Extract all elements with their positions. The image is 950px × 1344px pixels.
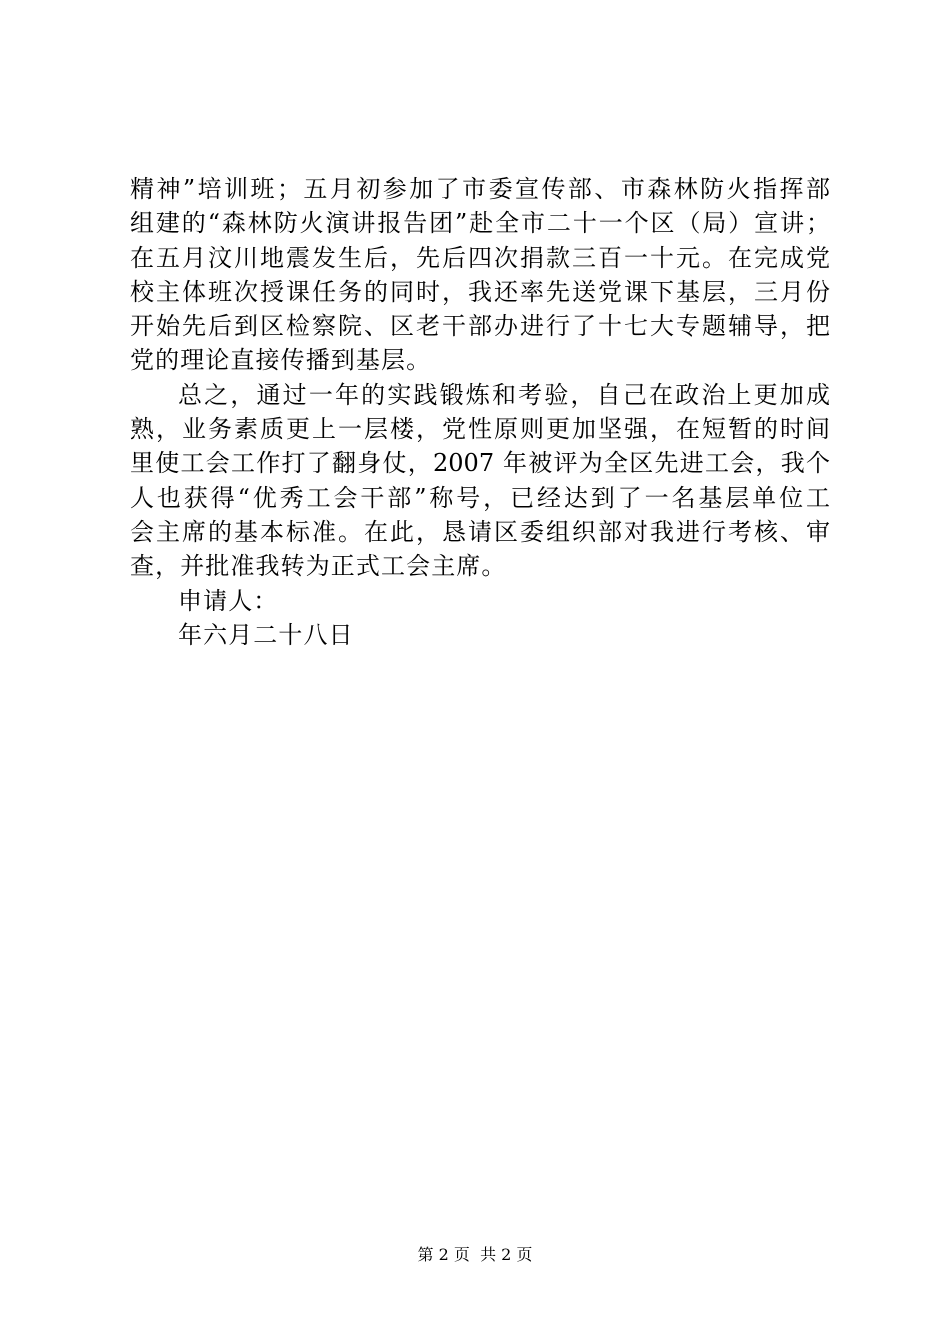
text-line: 熟，业务素质更上一层楼，党性原则更加坚强，在短暂的时间 (130, 415, 830, 444)
date-line: 年六月二十八日 (178, 620, 354, 649)
text-line: 查，并批准我转为正式工会主席。 (130, 552, 507, 581)
text-line: 总之，通过一年的实践锻炼和考验，自己在政治上更加成 (178, 380, 830, 409)
text-line: 党的理论直接传播到基层。 (130, 346, 432, 375)
text-line: 在五月汶川地震发生后，先后四次捐款三百一十元。在完成党 (130, 243, 830, 272)
text-line: 会主席的基本标准。在此，恳请区委组织部对我进行考核、审 (130, 517, 830, 546)
text-line: 开始先后到区检察院、区老干部办进行了十七大专题辅导，把 (130, 312, 830, 341)
text-line: 里使工会工作打了翻身仗，2007 年被评为全区先进工会，我个 (130, 449, 830, 478)
applicant-label: 申请人： (178, 586, 279, 615)
text-line: 校主体班次授课任务的同时，我还率先送党课下基层，三月份 (130, 277, 830, 306)
page-footer (0, 1244, 950, 1266)
text-line: 组建的“森林防火演讲报告团”赴全市二十一个区（局）宣讲； (130, 209, 830, 238)
text-line: 精神”培训班；五月初参加了市委宣传部、市森林防火指挥部 (130, 175, 830, 203)
text-line: 人也获得“优秀工会干部”称号，已经达到了一名基层单位工 (130, 483, 830, 512)
page-number: 第 2 页 共 2 页 (417, 1245, 533, 1264)
document-body (130, 172, 830, 652)
